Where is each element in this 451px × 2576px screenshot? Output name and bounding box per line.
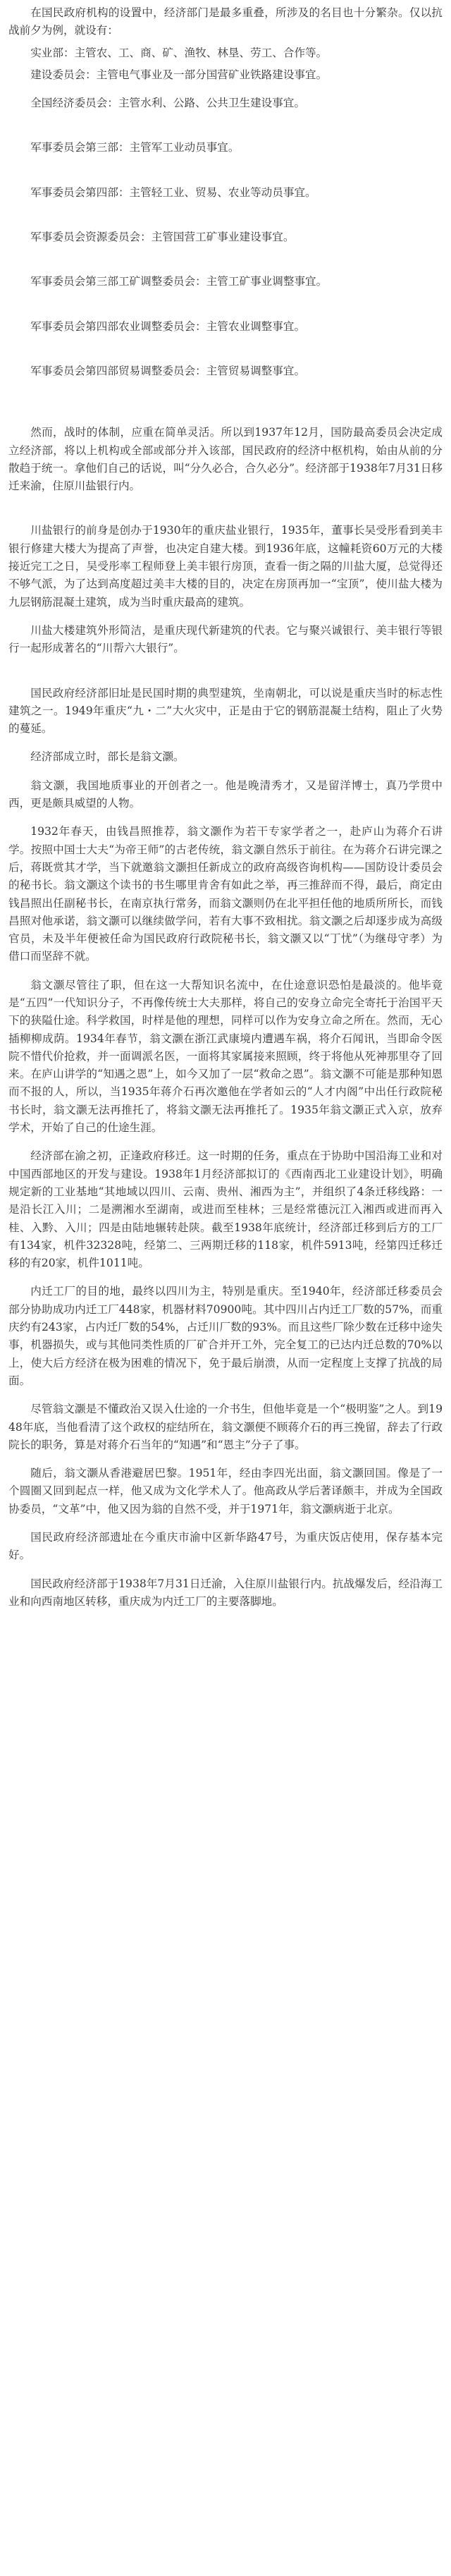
paragraph-agency-military-3: 军事委员会第三部：主管军工业动员事宜。 bbox=[30, 141, 240, 154]
paragraph-ministry-founding: 然而，战时的体制，应重在简单灵活。所以到1937年12月，国防最高委员会决定成立经济部，将以上机构或全部或部分并入该部，国民政府的经济中枢机构，始由从前的分散趋于统一。拿他们自己的话说，叫“分久必合，合久必分”。经济部于1938年7月31日移迁来渝，住原川盐银行内。 bbox=[8, 426, 443, 493]
paragraph-minister: 经济部成立时，部长是翁文灏。 bbox=[30, 750, 185, 764]
paragraph-agency-economic-council: 全国经济委员会：主管水利、公路、公共卫生建设事宜。 bbox=[30, 97, 306, 110]
paragraph-agency-trade-adjust: 军事委员会第四部贸易调整委员会：主管贸易调整事宜。 bbox=[30, 364, 306, 377]
paragraph-career: 翁文灏尽管往了职，但在这一大帮知识名流中，在仕途意识恐怕是最淡的。他毕竟是“五四”一代知识分子，不再像传统士大夫那样，将自己的安身立命完全寄托于治国平天下的狭隘仕途。科学救国，时样是他的理想，同样可以作为安身立命之所在。然而，无心插柳柳成荫。1934年春节，翁文灏在浙江武康境内遭遇车祸，将介石闻讯，当即命令医院不惜代价抢救，并一面调派名医，一面将其家属接来照顾，终于将他从死神那里夺了回来。在庐山讲学的“知遇之恩”上，如今又加了一层“救命之恩”。翁文灏不可能是那种知恩而不报的人，所以，当1935年蒋介石再次邀他在学者如云的“人才内阁”中出任行政院秘书长时，翁文灏无法再推托了，将翁文灏无法再推托了。1935年翁文灏正式入京，放弃学术，开始了自己的仕途生涯。 bbox=[8, 978, 443, 1135]
paragraph-relocation: 经济部在渝之初，正逢政府移迁。这一时期的任务，重点在于协助中国沿海工业和对中国西部地区的开发与建设。1938年1月经济部拟订的《西南西北工业建设计划》，明确规定新的工业基地“其地域以四川、云南、贵州、湘西为主”，并组织了4条迁移线路：一是沿长江入川；二是溯湘水至湖南，或进而至桂林；三是经常德沅江入湘西或进而再入桂、入黔、入川；四是由陆地辗转赴陕。截至1938年底统计，经济部迁移到后方的工厂有134家，机件32328吨，经第二、三两期迁移的118家，机件5913吨，经第四迁移迁移的有20家，机件1011吨。 bbox=[8, 1149, 443, 1270]
paragraph-agency-agriculture-adjust: 军事委员会第四部农业调整委员会：主管农业调整事宜。 bbox=[30, 319, 306, 333]
paragraph-agency-industry: 实业部：主管农、工、商、矿、渔牧、林垦、劳工、合作等。 bbox=[30, 46, 328, 59]
paragraph-agency-military-4: 军事委员会第四部：主管轻工业、贸易、农业等动员事宜。 bbox=[30, 185, 316, 199]
paragraph-later-life: 随后，翁文灏从香港避居巴黎。1951年，经由李四光出面，翁文灏回国。像是了一个圆圈又回到起点一样，他又成为文化学术人了。他高政从学后著译颇丰，并成为全国政协委员，“文革”中，他又因为翁的自然不受，并于1971年，翁文灏病逝于北京。 bbox=[8, 1467, 443, 1515]
paragraph-summary: 国民政府经济部于1938年7月31日迁渝，入住原川盐银行内。抗战爆发后，经沿海工业和向西南地区转移，重庆成为内迁工厂的主要落脚地。 bbox=[8, 1577, 443, 1608]
paragraph-lushan-1932: 1932年春天，由钱昌照推荐，翁文灏作为若干专家学者之一，赴庐山为蒋介石讲学。按照中国士大夫“为帝王师”的古老传统，翁文灏自然乐于前往。在为蒋介石讲完课之后，蒋既赏其才学，当下就邀翁文灏担任新成立的政府高级咨询机构——国防设计委员会的秘书长。翁文灏这个读书的书生哪里肯舍有如此之举，再三推辞而不得，最后，商定由钱昌照出任副秘书长，在南京执行常务，而翁文灏则仍在北平担任他的地质所所长，而钱昌照对他承诺，翁文灏可以继续做学问，若有大事不致相扰。翁文灏之后却逐步成为高级官员，未及半年便被任命为国民政府行政院秘书长，翁文灏又以“丁忧”（为继母守孝）为借口而坚辞不就。 bbox=[8, 825, 443, 963]
paragraph-agency-mining-adjust: 军事委员会第三部工矿调整委员会：主管工矿事业调整事宜。 bbox=[30, 275, 328, 288]
paragraph-chuanyan-bank: 川盐银行的前身是创办于1930年的重庆盐业银行，1935年，董事长吴受彤看到美丰银行修建大楼大为提高了声誉，也决定自建大楼。到1936年底，这幢耗资60万元的大楼接近完工之日，吴受彤率工程师登上美丰银行房顶，查看一街之隔的川盐大厦，总觉得还不够气派，为了达到高度超过美丰大楼的目的，决定在房顶再加一“宝顶”，使川盐大楼为九层钢筋混凝土建筑，成为当时重庆最高的建筑。 bbox=[8, 524, 443, 609]
paragraph-factories: 内迁工厂的目的地，最终以四川为主，特别是重庆。至1940年，经济部迁移委员会部分协助成功内迁工厂448家，机器材料70900吨。其中四川占内迁工厂数的57%，而重庆约有243家，占内迁厂数的54%，占迁川厂数的93%。而且这些厂除少数在迁移中途失事，机器损失，或与其他同类性质的厂矿合并开工外，完全复工的已达内迁总数的70%以上，使大后方经济在极为困难的情况下，免于最后崩溃，从而一定程度上支撑了抗战的局面。 bbox=[8, 1285, 443, 1387]
paragraph-landmark: 国民政府经济部旧址是民国时期的典型建筑，坐南朝北，可以说是重庆当时的标志性建筑之一。1949年重庆“九・二”大火灾中，正是由于它的钢筋混凝土结构，阻止了火势的蔓延。 bbox=[8, 686, 443, 735]
paragraph-resignation: 尽管翁文灏是不懂政治又误入仕途的一介书生，但他毕竟是一个“极明鉴”之人。到1948年底，当他看清了这个政权的症结所在，翁文灏便不顾蒋介石的再三挽留，辞去了行政院长的职务，算是对蒋介石当年的“知遇”和“恩主”分子了事。 bbox=[8, 1403, 443, 1451]
paragraph-intro: 在国民政府机构的设置中，经济部门是最多重叠，所涉及的名目也十分繁杂。仅以抗战前夕为例，就设有： bbox=[8, 6, 443, 37]
paragraph-building-style: 川盐大楼建筑外形简洁，是重庆现代新建筑的代表。它与聚兴诚银行、美丰银行等银行一起形成著名的“川帮六大银行”。 bbox=[8, 623, 443, 655]
paragraph-agency-resources: 军事委员会资源委员会：主管国营工矿事业建设事宜。 bbox=[30, 231, 295, 244]
paragraph-site: 国民政府经济部遗址在今重庆市渝中区新华路47号，为重庆饭店使用，保存基本完好。 bbox=[8, 1531, 443, 1562]
paragraph-agency-construction: 建设委员会：主管电气事业及一部分国营矿业铁路建设事宜。 bbox=[30, 68, 328, 81]
paragraph-weng-intro: 翁文灏，我国地质事业的开创者之一。他是晚清秀才，又是留洋博士，真乃学贯中西，更是颇具威望的人物。 bbox=[8, 779, 443, 810]
